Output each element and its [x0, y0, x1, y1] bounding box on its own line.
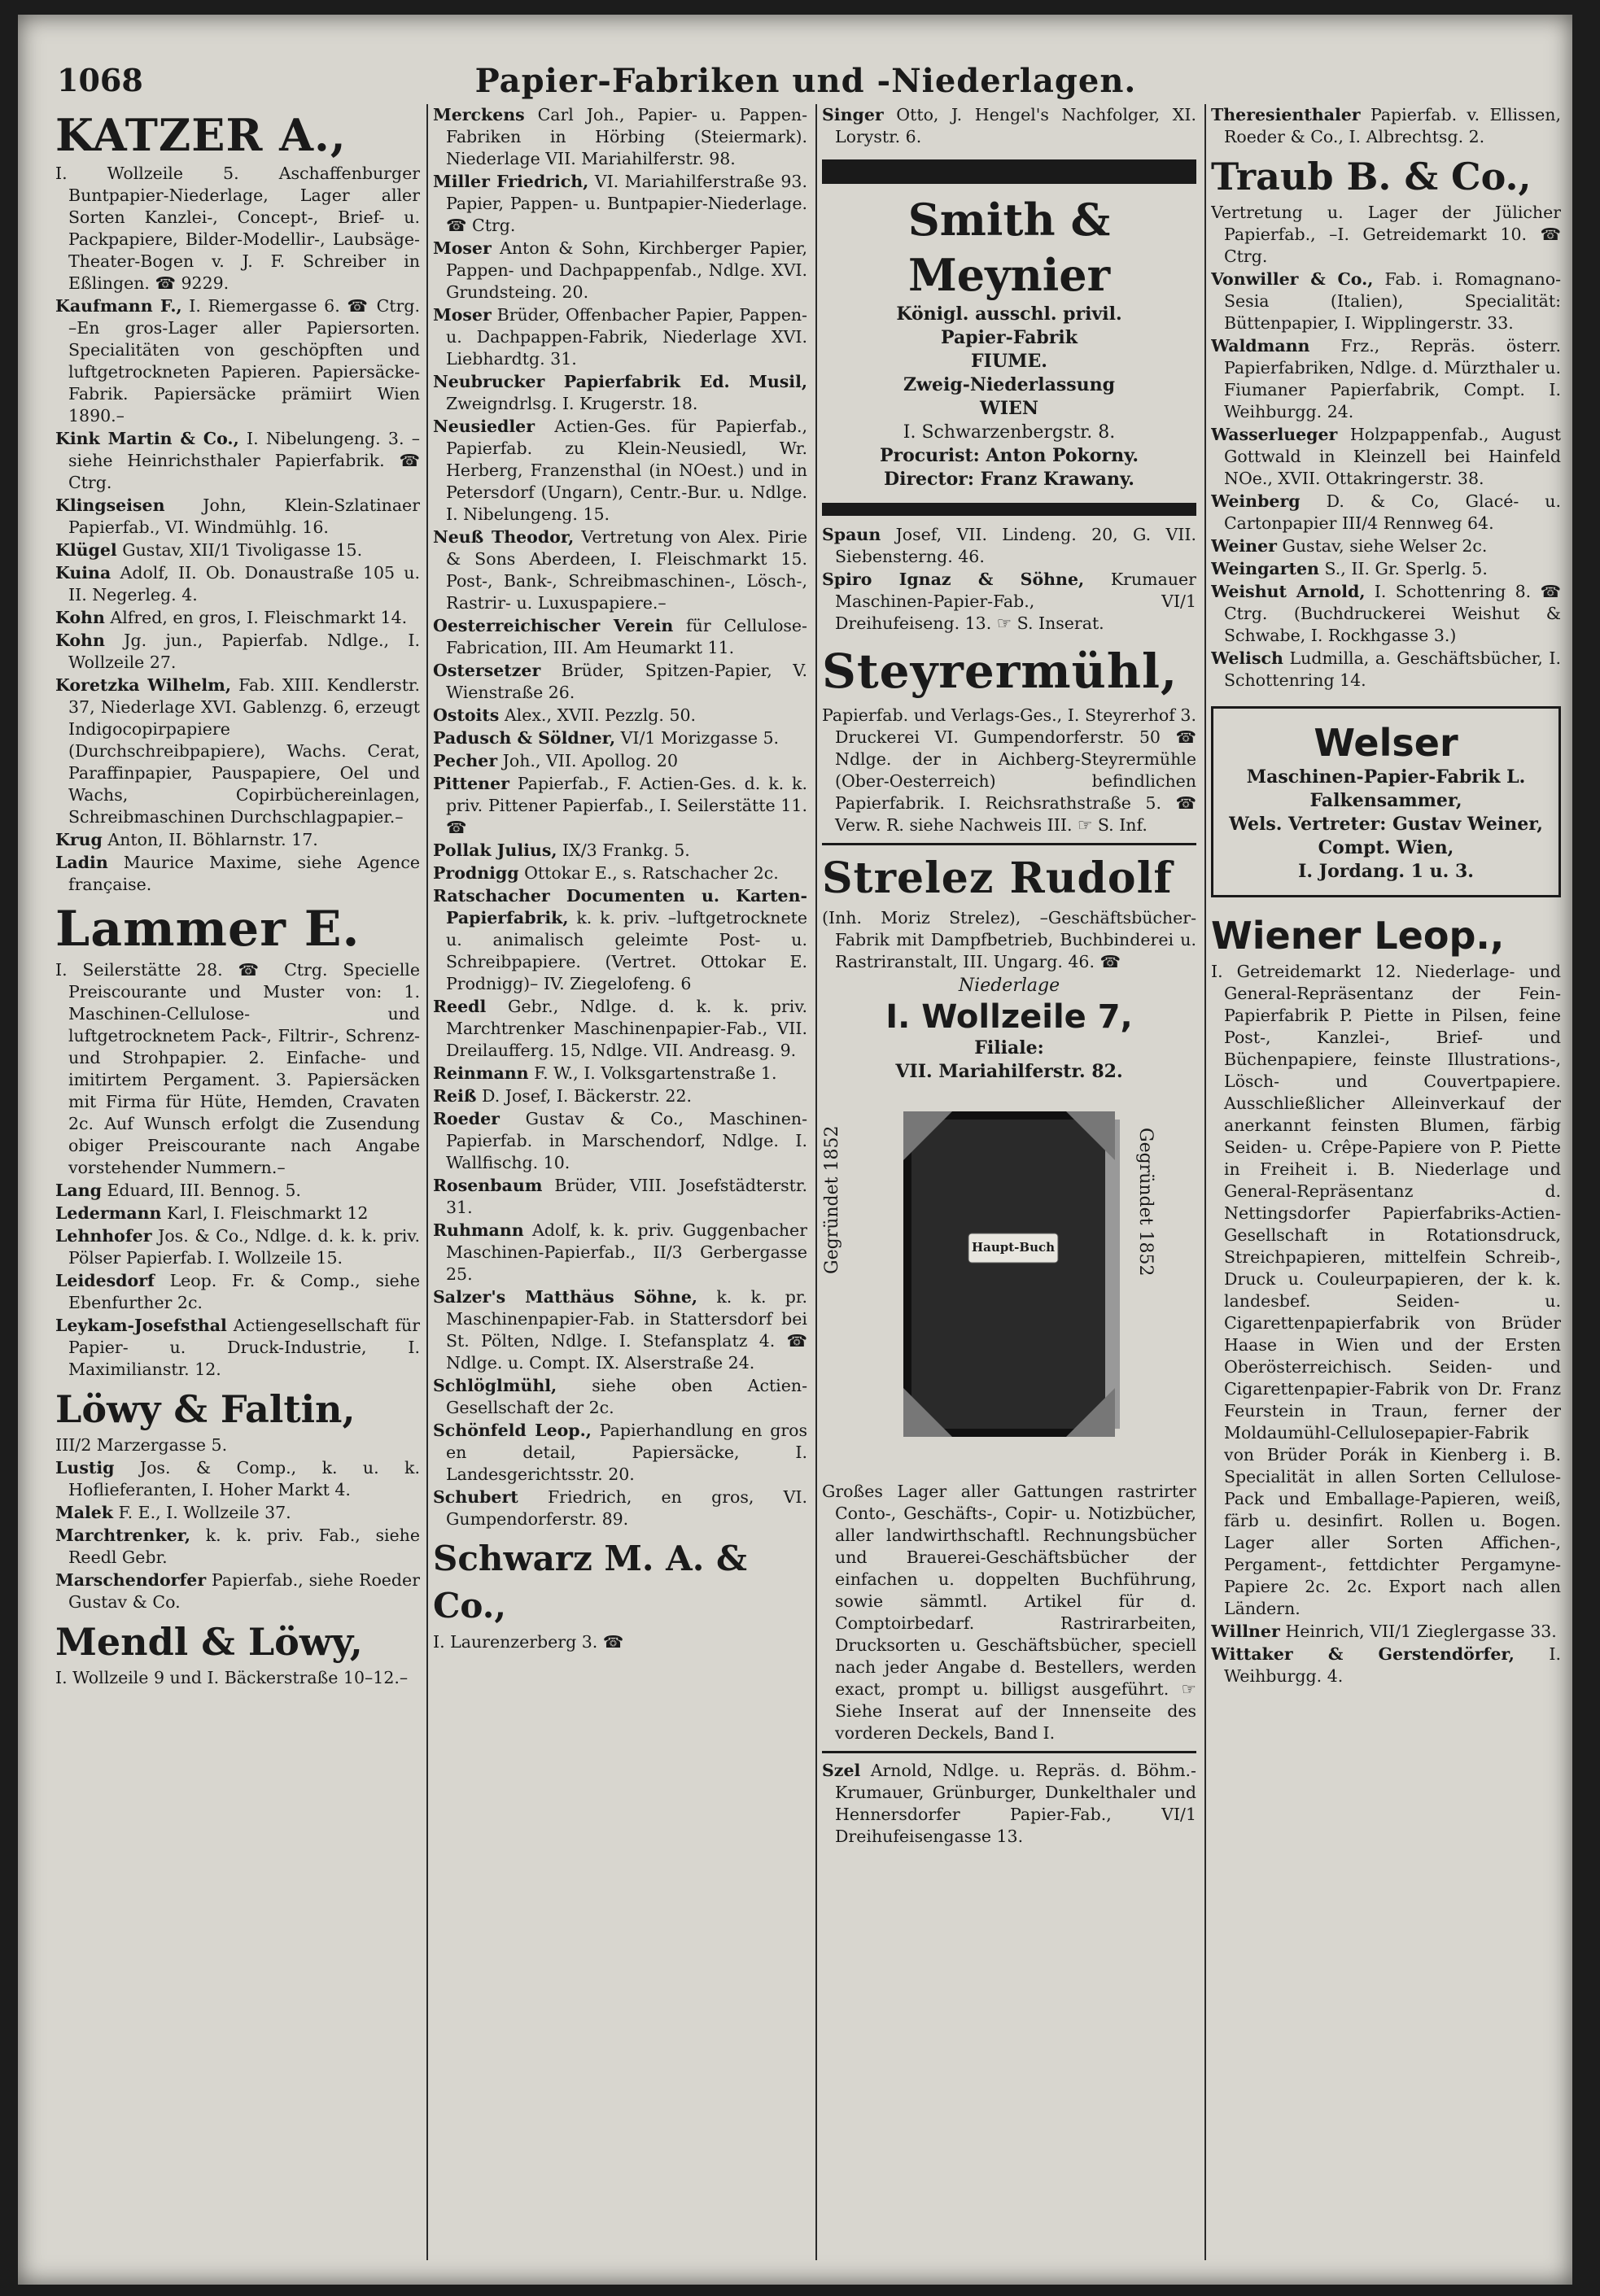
column-4 — [1211, 104, 1561, 1688]
entry — [433, 526, 807, 614]
entry-name: Schubert — [433, 1487, 518, 1507]
entry-name: Löwy & Faltin, — [55, 1387, 356, 1431]
entry — [433, 996, 807, 1062]
entry-text: Vertretung u. Lager der Jülicher Papierfab., –I. Getreidemarkt 10. ☎ Ctrg. — [1211, 203, 1561, 266]
entry-name: Leidesdorf — [55, 1271, 155, 1290]
entry-name: Padusch & Söldner, — [433, 728, 616, 748]
entry — [1211, 581, 1561, 647]
entry-text: Maurice Maxime, siehe Agence française. — [68, 853, 420, 894]
entry — [433, 885, 807, 995]
entry — [55, 428, 420, 494]
entry — [433, 750, 807, 772]
entry-name: Krug — [55, 830, 103, 849]
entry — [55, 539, 420, 561]
entry-name: Spiro Ignaz & Söhne, — [822, 570, 1085, 589]
entry-text: S., II. Gr. Sperlg. 5. — [1324, 559, 1488, 578]
entry-name: Schlöglmühl, — [433, 1376, 557, 1395]
entry — [433, 615, 807, 659]
entry — [55, 829, 420, 851]
entry-name: Kuina — [55, 563, 111, 583]
page-header — [57, 54, 1554, 103]
entry-text: Brüder, Spitzen-Papier, V. Wienstraße 26. — [446, 661, 807, 702]
entry-name: Weinberg — [1211, 491, 1301, 511]
entry-text: Eduard, III. Bennog. 5. — [107, 1181, 301, 1200]
entry-name: Lammer E. — [55, 901, 361, 958]
column-1 — [55, 104, 420, 1690]
entry — [55, 1270, 420, 1314]
entry — [1211, 335, 1561, 423]
entry-text: Alex., XVII. Pezzlg. 50. — [504, 705, 697, 725]
entry-name: Mendl & Löwy, — [55, 1620, 363, 1664]
entry-name: Vonwiller & Co., — [1211, 269, 1374, 289]
entry-text: Adolf, II. Ob. Donaustraße 105 u. II. Negerleg. 4. — [68, 563, 420, 605]
entry-text: Papierfab., F. Actien-Ges. d. k. k. priv. Pittener Papierfab., I. Seilerstätte 11. ☎ — [446, 774, 807, 837]
entry — [55, 1457, 420, 1501]
entry-text: Jos. & Comp., k. u. k. Hoflieferanten, I. Hoher Markt 4. — [68, 1458, 420, 1499]
entry-name: Waldmann — [1211, 336, 1310, 356]
entry-name: Ostoits — [433, 705, 500, 725]
entry-text: Arnold, Ndlge. u. Repräs. d. Böhm.-Krumauer, Grünburger, Dunkelthaler und Hennersdorfer Papier-Fab., VI/1 Dreihufeisengasse 13. — [835, 1761, 1196, 1846]
entry-text: I. Weihburgg. 4. — [1224, 1644, 1561, 1686]
page-number: 1068 — [57, 62, 143, 98]
entry-text: Leop. Fr. & Comp., siehe Ebenfurther 2c. — [68, 1271, 420, 1312]
entry-name: Szel — [822, 1761, 861, 1780]
entry-text: Heinrich, VII/1 Zieglergasse 33. — [1285, 1622, 1557, 1641]
entry-name: Marchtrenker, — [55, 1526, 191, 1545]
entry-text: (Inh. Moriz Strelez), –Geschäftsbücher-Fabrik mit Dampfbetrieb, Buchbinderei u. Rastriranstalt, III. Ungarg. 46. ☎ — [822, 908, 1196, 971]
book-illustration — [822, 1095, 1172, 1469]
entry — [433, 1175, 807, 1219]
ad-line: FIUME. — [971, 351, 1047, 372]
entry-text: Carl Joh., Papier- u. Pappen-Fabriken in Hörbing (Steiermark). Niederlage VII. Mariahilferstr. 98. — [446, 105, 807, 168]
column-3 — [822, 104, 1196, 1849]
entry-text: Papierhandlung en gros en detail, Papiersäcke, I. Landesgerichtsstr. 20. — [446, 1421, 807, 1484]
entry-name: Pecher — [433, 751, 498, 770]
book-label: Haupt-Buch — [971, 1240, 1056, 1255]
entry-text: Vertretung von Alex. Pirie & Sons Aberdeen, I. Fleischmarkt 15. Post-, Bank-, Schreibmaschinen-, Lösch-, Rastrir- u. Luxuspapiere.– — [446, 527, 807, 613]
entry-name: Kink Martin & Co., — [55, 429, 239, 448]
entry-text: Gebr., Ndlge. d. k. k. priv. Marchtrenker Maschinenpapier-Fab., VII. Dreilaufferg. 15, Ndlge. VII. Andreasg. 9. — [446, 997, 807, 1060]
entry-text: Frz., Repräs. österr. Papierfabriken, Ndlge. d. Mürzthaler u. Fiumaner Papierfabrik, Compt. I. Weihburgg. 24. — [1224, 336, 1561, 421]
entry — [822, 524, 1196, 568]
entry — [433, 1085, 807, 1107]
ad-line: VII. Mariahilferstr. 82. — [895, 1061, 1123, 1082]
entry — [55, 607, 420, 629]
divider-band — [822, 159, 1196, 184]
entry-text: Alfred, en gros, I. Fleischmarkt 14. — [110, 608, 408, 627]
entry-text: Anton, II. Böhlarnstr. 17. — [107, 830, 318, 849]
entry-name: Willner — [1211, 1622, 1280, 1641]
entry-text: Joh., VII. Apollog. 20 — [502, 751, 678, 770]
entry-name: Koretzka Wilhelm, — [55, 675, 232, 695]
entry-name: Ratschacher Documenten u. Karten-Papierfabrik, — [433, 886, 807, 928]
column-divider — [815, 104, 817, 2260]
entry-name: Ostersetzer — [433, 661, 541, 680]
entry-text: I. Seilerstätte 28. ☎ Ctrg. Specielle Preiscourante und Muster von: 1. Maschinen-Cellulose- und luftgetrocknetem Pack-, Filtrir-, Schrenz- und Strohpapier. 2. Einfache- und imitirtem Pergament. 3. Papiersäcken mit Firma für Hüte, Hemden, Cravaten 2c. Auf Wunsch erfolgt die Zusendung obiger Preiscourante nach Angabe vorstehender Nummern.– — [55, 960, 420, 1177]
entry-name: Reedl — [433, 997, 487, 1016]
entry — [433, 104, 807, 170]
entry — [55, 1525, 420, 1569]
entry-name: Pittener — [433, 774, 509, 793]
directory-page — [18, 15, 1572, 2285]
entry-name: Steyrermühl, — [822, 644, 1178, 699]
entry — [433, 773, 807, 839]
entry-name: Kohn — [55, 608, 105, 627]
entry-text: I. Wollzeile 5. Aschaffenburger Buntpapier-Niederlage, Lager aller Sorten Kanzlei-, Concept-, Brief- u. Packpapiere, Bilder-Modellir-, Laubsäge-Theater-Bogen v. J. F. Schreiber in Eßlingen. ☎ 9229. — [55, 164, 420, 293]
entry — [55, 852, 420, 896]
entry — [55, 1225, 420, 1269]
entry-text: Holzpappenfab., August Gottwald in Kleinzell bei Hainfeld NOe., XVII. Ottakringerstr. 38. — [1224, 425, 1561, 488]
entry-name: Wasserlueger — [1211, 425, 1338, 444]
ad-title: Smith & Meynier — [907, 194, 1111, 301]
book-founded-right: Gegründet 1852 — [1135, 1128, 1156, 1277]
entry-name: Rosenbaum — [433, 1176, 543, 1195]
entry — [433, 1486, 807, 1530]
entry-text: Großes Lager aller Gattungen rastrirter Conto-, Geschäfts-, Copir- u. Notizbücher, aller landwirthschaftl. Rechnungsbücher und Brauerei-Geschäftsbücher der einfachen u. doppelten Buchführung, sowie sämmtl. Artikel für d. Comptoirbedarf. Rastrirarbeiten, Drucksorten u. Geschäftsbücher, speciell nach jeder Angabe d. Bestellers, werden exact, prompt u. billigst ausgeführt. ☞ Siehe Inserat auf der Innenseite des vorderen Deckels, Band I. — [822, 1482, 1196, 1743]
entry-name: KATZER A., — [55, 109, 347, 161]
entry-text: Gustav, XII/1 Tivoligasse 15. — [122, 540, 363, 560]
entry-text: VI. Mariahilferstraße 93. Papier, Pappen- u. Buntpapier-Niederlage. ☎ Ctrg. — [446, 172, 807, 235]
entry-name: Reinmann — [433, 1063, 529, 1083]
entry-text: Brüder, VIII. Josefstädterstr. 31. — [446, 1176, 807, 1217]
entry-name: Weingarten — [1211, 559, 1319, 578]
entry-text: für Cellulose-Fabrication, III. Am Heumarkt 11. — [446, 616, 807, 657]
entry-name: Salzer's Matthäus Söhne, — [433, 1287, 698, 1307]
entry-name: Neubrucker Papierfabrik Ed. Musil, — [433, 372, 807, 391]
entry-name: Singer — [822, 105, 884, 124]
ad-line: Königl. ausschl. privil. — [896, 303, 1122, 325]
page-title: Papier-Fabriken und -Niederlagen. — [474, 62, 1137, 100]
entry-text: Friedrich, en gros, VI. Gumpendorferstr. 89. — [446, 1487, 807, 1529]
entry-name: Neusiedler — [433, 417, 536, 436]
entry-text: Gustav, siehe Welser 2c. — [1282, 536, 1488, 556]
entry-name: Moser — [433, 305, 492, 325]
entry-name: Kohn — [55, 631, 105, 650]
entry-text: Papierfab., siehe Roeder Gustav & Co. — [68, 1570, 420, 1612]
entry-name: Malek — [55, 1503, 114, 1522]
entry — [433, 660, 807, 704]
entry — [1211, 535, 1561, 557]
entry-text: Josef, VII. Lindeng. 20, G. VII. Siebensterng. 46. — [835, 525, 1196, 566]
entry — [433, 1220, 807, 1285]
entry — [1211, 268, 1561, 334]
entry-text: Adolf, k. k. priv. Guggenbacher Maschinen-Papierfab., II/3 Gerbergasse 25. — [446, 1220, 807, 1284]
entry-name: Neuß Theodor, — [433, 527, 575, 547]
entry — [433, 840, 807, 862]
advertisement-smith-meynier — [822, 192, 1196, 491]
column-2 — [433, 104, 807, 1654]
entry-text: Gustav & Co., Maschinen-Papierfab. in Marschendorf, Ndlge. I. Wallfischg. 10. — [446, 1109, 807, 1172]
entry — [1211, 1643, 1561, 1687]
entry-text: k. k. priv. –luftgetrocknete u. animalisch geleimte Post- u. Schreibpapiere. (Vertret. Ottokar E. Prodnigg)– IV. Ziegelofeng. 6 — [446, 908, 807, 993]
entry-name: Kaufmann F., — [55, 296, 182, 316]
entry — [1211, 648, 1561, 692]
entry-name: Miller Friedrich, — [433, 172, 589, 191]
ad-line: Zweig-Niederlassung — [903, 374, 1116, 395]
divider-line — [822, 843, 1196, 845]
entry-text: Zweigndrlsg. I. Krugerstr. 18. — [446, 394, 698, 413]
entry — [55, 1203, 420, 1224]
entry-name: Lustig — [55, 1458, 115, 1478]
entry — [433, 1063, 807, 1085]
entry-text: Papierfab. und Verlags-Ges., I. Steyrerhof 3. Druckerei VI. Gumpendorferstr. 50 ☎ Ndlge. der in Aichberg-Steyrermühle (Ober-Oesterreich) befindlichen Papierfabrik. I. Reichsrathstraße 5. ☎ Verw. R. siehe Nachweis III. ☞ S. Inf. — [822, 705, 1196, 835]
entry — [433, 304, 807, 370]
entry-name: Wittaker & Gerstendörfer, — [1211, 1644, 1515, 1664]
entry — [433, 371, 807, 415]
entry — [433, 416, 807, 526]
entry-text: Actien-Ges. für Papierfab., Papierfab. zu Klein-Neusiedl, Wr. Herberg, Franzensthal (in NOest.) und in Petersdorf (Ungarn), Centr.-Bur. u. Ndlge. I. Nibelungeng. 15. — [446, 417, 807, 524]
ad-line: I. Jordang. 1 u. 3. — [1298, 861, 1474, 882]
ad-line: Procurist: Anton Pokorny. — [879, 445, 1139, 466]
entry-name: Wiener Leop., — [1211, 914, 1505, 958]
entry-name: Spaun — [822, 525, 881, 544]
ad-title: Welser — [1314, 721, 1458, 765]
entry-text: F. E., I. Wollzeile 37. — [118, 1503, 291, 1522]
ad-line: Filiale: — [974, 1037, 1044, 1059]
entry — [1211, 424, 1561, 490]
entry-name: Merckens — [433, 105, 525, 124]
entry-text: I. Wollzeile 9 und I. Bäckerstraße 10–12.– — [55, 1668, 409, 1687]
entry-text: Fab. i. Romagnano-Sesia (Italien), Specialität: Büttenpapier, I. Wipplingerstr. 33. — [1224, 269, 1561, 333]
entry-name: Leykam-Josefsthal — [55, 1316, 227, 1335]
entry-text: VI/1 Morizgasse 5. — [620, 728, 780, 748]
entry-text: k. k. pr. Maschinenpapier-Fab. in Stattersdorf bei St. Pölten, Ndlge. I. Stefansplatz 4. ☎ Ndlge. u. Compt. IX. Alserstraße 24. — [446, 1287, 807, 1373]
entry-text: I. Laurenzerberg 3. ☎ — [433, 1632, 624, 1652]
entry-text: D. & Co, Glacé- u. Cartonpapier III/4 Rennweg 64. — [1224, 491, 1561, 533]
entry — [55, 295, 420, 427]
entry-name: Marschendorfer — [55, 1570, 207, 1590]
book-founded-left: Gegründet 1852 — [822, 1125, 842, 1274]
ad-line: I. Wollzeile 7, — [885, 998, 1133, 1036]
entry — [1211, 104, 1561, 148]
entry-name: Weiner — [1211, 536, 1277, 556]
entry-text: F. W., I. Volksgartenstraße 1. — [534, 1063, 777, 1083]
entry — [55, 674, 420, 828]
entry-text: IX/3 Frankg. 5. — [562, 840, 690, 860]
entry — [55, 1569, 420, 1613]
book-icon — [846, 1095, 1172, 1469]
entry-name: Traub B. & Co., — [1211, 155, 1532, 199]
entry-text: John, Klein-Szlatinaer Papierfab., VI. Windmühlg. 16. — [68, 495, 420, 537]
entry — [433, 862, 807, 884]
entry-text: I. Nibelungeng. 3. –siehe Heinrichsthaler Papierfabrik. ☎ Ctrg. — [68, 429, 420, 492]
divider-band — [822, 503, 1196, 516]
entry-text: Brüder, Offenbacher Papier, Pappen- u. Dachpappen-Fabrik, Niederlage XVI. Liebhardtg. 31. — [446, 305, 807, 369]
entry-name: Theresienthaler — [1211, 105, 1361, 124]
entry-name: Weishut Arnold, — [1211, 582, 1366, 601]
entry — [822, 569, 1196, 635]
entry-text: k. k. priv. Fab., siehe Reedl Gebr. — [68, 1526, 420, 1567]
entry-name: Ruhmann — [433, 1220, 524, 1240]
entry — [55, 630, 420, 674]
entry-name: Prodnigg — [433, 863, 519, 883]
entry-text: Papierfab. v. Ellissen, Roeder & Co., I. Albrechtsg. 2. — [1224, 105, 1561, 146]
entry — [1211, 491, 1561, 535]
entry-text: Karl, I. Fleischmarkt 12 — [166, 1203, 369, 1223]
ad-line: Niederlage — [958, 976, 1060, 996]
ad-line: Wels. Vertreter: Gustav Weiner, Compt. Wien, — [1229, 814, 1543, 858]
entry-text: Fab. XIII. Kendlerstr. 37, Niederlage XVI. Gablenzg. 6, erzeugt Indigocopirpapiere (Durchschreibpapiere), Wachs. Cerat, Paraffinpapier, Pauspapiere, Oel und Wachs, Copirbüchereinlagen, Schreibmaschinen Durchschlagpapier.– — [68, 675, 420, 827]
entry — [1211, 558, 1561, 580]
entry-text: Jos. & Co., Ndlge. d. k. k. priv. Pölser Papierfab. I. Wollzeile 15. — [68, 1226, 420, 1268]
entry-name: Moser — [433, 238, 492, 258]
ad-line: Director: Franz Krawany. — [884, 469, 1134, 490]
entry-text: III/2 Marzergasse 5. — [55, 1435, 228, 1455]
entry-name: Oesterreichischer Verein — [433, 616, 674, 635]
divider-line — [822, 1751, 1196, 1753]
entry-name: Klingseisen — [55, 495, 165, 515]
entry-name: Lang — [55, 1181, 102, 1200]
entry — [55, 1315, 420, 1381]
entry-text: Jg. jun., Papierfab. Ndlge., I. Wollzeile 27. — [68, 631, 420, 672]
entry — [822, 1760, 1196, 1848]
entry — [822, 104, 1196, 148]
entry-text: Anton & Sohn, Kirchberger Papier, Pappen- und Dachpappenfab., Ndlge. XVI. Grundsteing. 20. — [446, 238, 807, 302]
ad-line: Maschinen-Papier-Fabrik L. Falkensammer, — [1246, 766, 1526, 811]
entry-name: Schönfeld Leop., — [433, 1421, 592, 1440]
entry-name: Ledermann — [55, 1203, 162, 1223]
entry — [433, 705, 807, 727]
entry — [433, 1375, 807, 1419]
entry-name: Welisch — [1211, 648, 1283, 668]
entry-text: I. Riemergasse 6. ☎ Ctrg. –En gros-Lager aller Papiersorten. Specialitäten von geschöpften und luftgetrockneten Papieren. Papiersäcke-Fabrik. Papiersäcke prämiirt Wien 1890.– — [68, 296, 420, 426]
entry-name: Strelez Rudolf — [822, 853, 1173, 903]
entry-name: Roeder — [433, 1109, 500, 1128]
entry — [433, 171, 807, 237]
entry-name: Schwarz M. A. & Co., — [433, 1539, 747, 1626]
entry — [55, 495, 420, 539]
entry — [433, 1420, 807, 1486]
entry — [433, 1108, 807, 1174]
entry — [55, 1502, 420, 1524]
entry-text: Ludmilla, a. Geschäftsbücher, I. Schottenring 14. — [1224, 648, 1561, 690]
entry — [55, 1180, 420, 1202]
entry — [55, 562, 420, 606]
entry-text: Actiengesellschaft für Papier- u. Druck-Industrie, I. Maximilianstr. 12. — [68, 1316, 420, 1379]
entry — [433, 727, 807, 749]
entry — [433, 238, 807, 303]
entry-name: Pollak Julius, — [433, 840, 557, 860]
ad-line: I. Schwarzenbergstr. 8. — [903, 422, 1116, 443]
advertisement-welser — [1211, 706, 1561, 897]
ad-line: Papier-Fabrik — [941, 327, 1078, 348]
entry-text: Otto, J. Hengel's Nachfolger, XI. Lorystr. 6. — [835, 105, 1196, 146]
entry — [433, 1286, 807, 1374]
entry-text: Krumauer Maschinen-Papier-Fab., VI/1 Dreihufeiseng. 13. ☞ S. Inserat. — [835, 570, 1196, 633]
entry-name: Reiß — [433, 1086, 477, 1106]
column-divider — [1204, 104, 1206, 2260]
entry-text: Ottokar E., s. Ratschacher 2c. — [524, 863, 779, 883]
entry-text: I. Getreidemarkt 12. Niederlage- und General-Repräsentanz der Fein-Papierfabrik P. Piette in Pilsen, feine Post-, Kanzlei-, Brief- und Büchenpapiere, feinste Illustrations-, Lösch- und Couvertpapiere. Ausschließlicher Alleinverkauf der anerkannt feinsten Blumen, färbig Seiden- u. Crêpe-Papiere von P. Piette in Freiheit i. B. Niederlage und General-Repräsentanz d. Nettingsdorfer Papierfabriks-Actien-Gesellschaft in Rotationsdruck, Streichpapieren, mittelfein Schreib-, Druck u. Couleurpapieren, der k. k. landesbef. Seiden- u. Cigarettenpapierfabrik von Brüder Haase in Wien und der Ersten Oberösterreichisch. Seiden- und Cigarettenpapier-Fabrik von Dr. Franz Feurstein in Traun, ferner der Moldaumühl-Cellulosepapier-Fabrik von Brüder Porák in Kienberg i. B. Specialität in allen Sorten Cellulose-Pack und Emballage-Papieren, weiß, färb u. desinfirt. Rollen u. Bogen. Lager aller Sorten Affichen-, Pergament-, fettdichter Pergamyne-Papiere 2c. 2c. Export nach allen Ländern. — [1211, 962, 1561, 1618]
entry-text: siehe oben Actien-Gesellschaft der 2c. — [446, 1376, 807, 1417]
entry-name: Lehnhofer — [55, 1226, 152, 1246]
entry-name: Ladin — [55, 853, 108, 872]
entry-text: D. Josef, I. Bäckerstr. 22. — [481, 1086, 693, 1106]
column-divider — [426, 104, 428, 2260]
entry-name: Klügel — [55, 540, 117, 560]
entry — [1211, 1621, 1561, 1643]
ad-line: WIEN — [980, 398, 1038, 419]
entry-text: I. Schottenring 8. ☎ Ctrg. (Buchdruckerei Weishut & Schwabe, I. Rockhgasse 3.) — [1224, 582, 1561, 645]
